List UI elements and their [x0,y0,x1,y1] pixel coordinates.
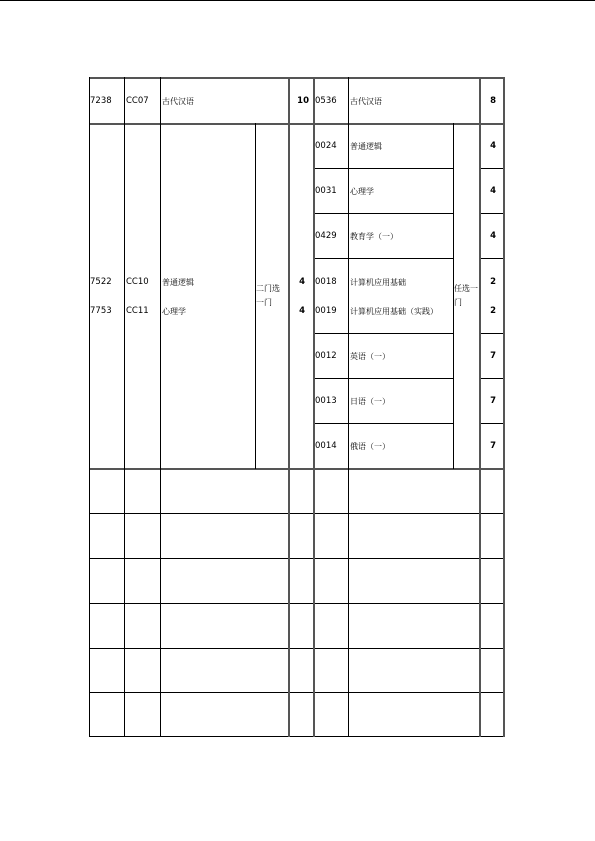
cell-code-b: 0014 [315,441,337,451]
cell-code-b: 0536 [315,96,337,106]
row-divider [314,168,454,169]
cell-name-b: 俄语（一） [350,442,390,451]
row-divider [89,603,505,604]
cell-code-b: 0024 [315,141,337,151]
cell-name-a: 心理学 [162,307,186,316]
cell-course-a: CC07 [126,96,149,106]
cell-name-b: 普通逻辑 [350,142,382,151]
row-divider [480,168,505,169]
col-line [313,77,315,737]
cell-credit-b: 7 [490,441,496,451]
row-divider [314,423,454,424]
cell-credit-b: 4 [490,141,496,151]
cell-name-b: 计算机应用基础（实践） [350,307,438,316]
row-divider [480,258,505,259]
cell-name-b: 教育学（一） [350,232,398,241]
table-border-bottom [89,736,505,737]
cell-credit-b: 2 [490,306,496,316]
cell-credit-b: 4 [490,231,496,241]
cell-credit-b: 7 [490,351,496,361]
cell-course-a: CC11 [126,306,149,316]
cell-code-b: 0429 [315,231,337,241]
row-divider [314,213,454,214]
row-divider [314,258,454,259]
cell-name-b: 英语（一） [350,352,390,361]
row-divider [89,558,505,559]
col-line [348,77,349,737]
row-divider [314,333,454,334]
cell-code-a: 7522 [90,277,112,287]
cell-credit-a: 10 [297,96,309,106]
row-divider [480,213,505,214]
col-line [288,77,290,737]
table-border-top [89,77,505,79]
col-line [89,77,90,737]
row-divider [480,333,505,334]
row-divider [89,648,505,649]
col-line [160,77,161,737]
cell-credit-a: 4 [299,277,305,287]
cell-name-b: 日语（一） [350,397,390,406]
row-divider [89,513,505,514]
cell-code-b: 0013 [315,396,337,406]
cell-code-a: 7753 [90,306,112,316]
cell-name-b: 计算机应用基础 [350,278,406,287]
cell-code-b: 0012 [315,351,337,361]
cell-code-a: 7238 [90,96,112,106]
cell-credit-b: 7 [490,396,496,406]
cell-credit-a: 4 [299,306,305,316]
cell-credit-b: 4 [490,186,496,196]
cell-code-b: 0019 [315,306,337,316]
row-divider [89,692,505,693]
cell-code-b: 0018 [315,277,337,287]
row-divider [89,123,505,125]
cell-choice-note: 二门选一门 [256,284,280,307]
cell-name-b: 古代汉语 [350,97,382,106]
col-line [503,77,505,737]
cell-code-b: 0031 [315,186,337,196]
row-divider [314,378,454,379]
cell-course-a: CC10 [126,277,149,287]
col-line [479,77,481,737]
col-line [124,77,125,737]
cell-name-a: 普通逻辑 [162,278,194,287]
cell-choice-note: 任选一门 [454,284,478,307]
cell-credit-b: 8 [490,96,496,106]
cell-name-a: 古代汉语 [162,97,194,106]
cell-name-b: 心理学 [350,187,374,196]
row-divider [89,468,505,470]
cell-credit-b: 2 [490,277,496,287]
row-divider [480,423,505,424]
row-divider [480,378,505,379]
